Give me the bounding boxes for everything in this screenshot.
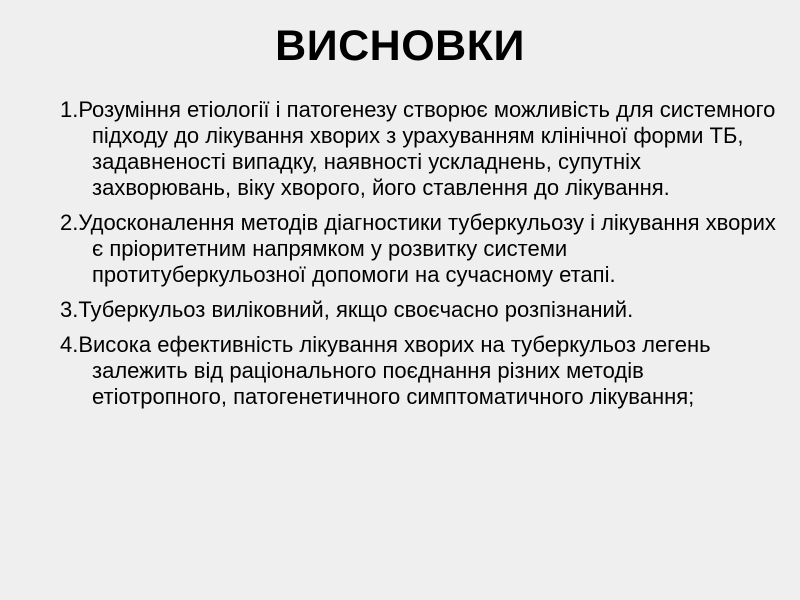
conclusions-list: [60, 97, 780, 419]
list-item: 2.Удосконалення методів діагностики туберкульозу і лікування хворих є пріоритетним напрямком у розвитку системи протитуберкульозної допомоги на сучасному етапі.: [60, 210, 776, 287]
slide-title: ВИСНОВКИ: [275, 22, 525, 70]
list-item: 1.Розуміння етіології і патогенезу створює можливість для системного підходу до лікування хворих з урахуванням клінічної форми ТБ, задавненості випадку, наявності ускладнень, супутніх захворювань, віку хворого, його ставлення до лікування.: [60, 97, 776, 200]
list-item: 4.Висока ефективність лікування хворих на туберкульоз легень залежить від раціонального поєднання різних методів етіотропного, патогенетичного симптоматичного лікування;: [60, 332, 711, 409]
list-item: 3.Туберкульоз виліковний, якщо своєчасно розпізнаний.: [60, 297, 634, 322]
